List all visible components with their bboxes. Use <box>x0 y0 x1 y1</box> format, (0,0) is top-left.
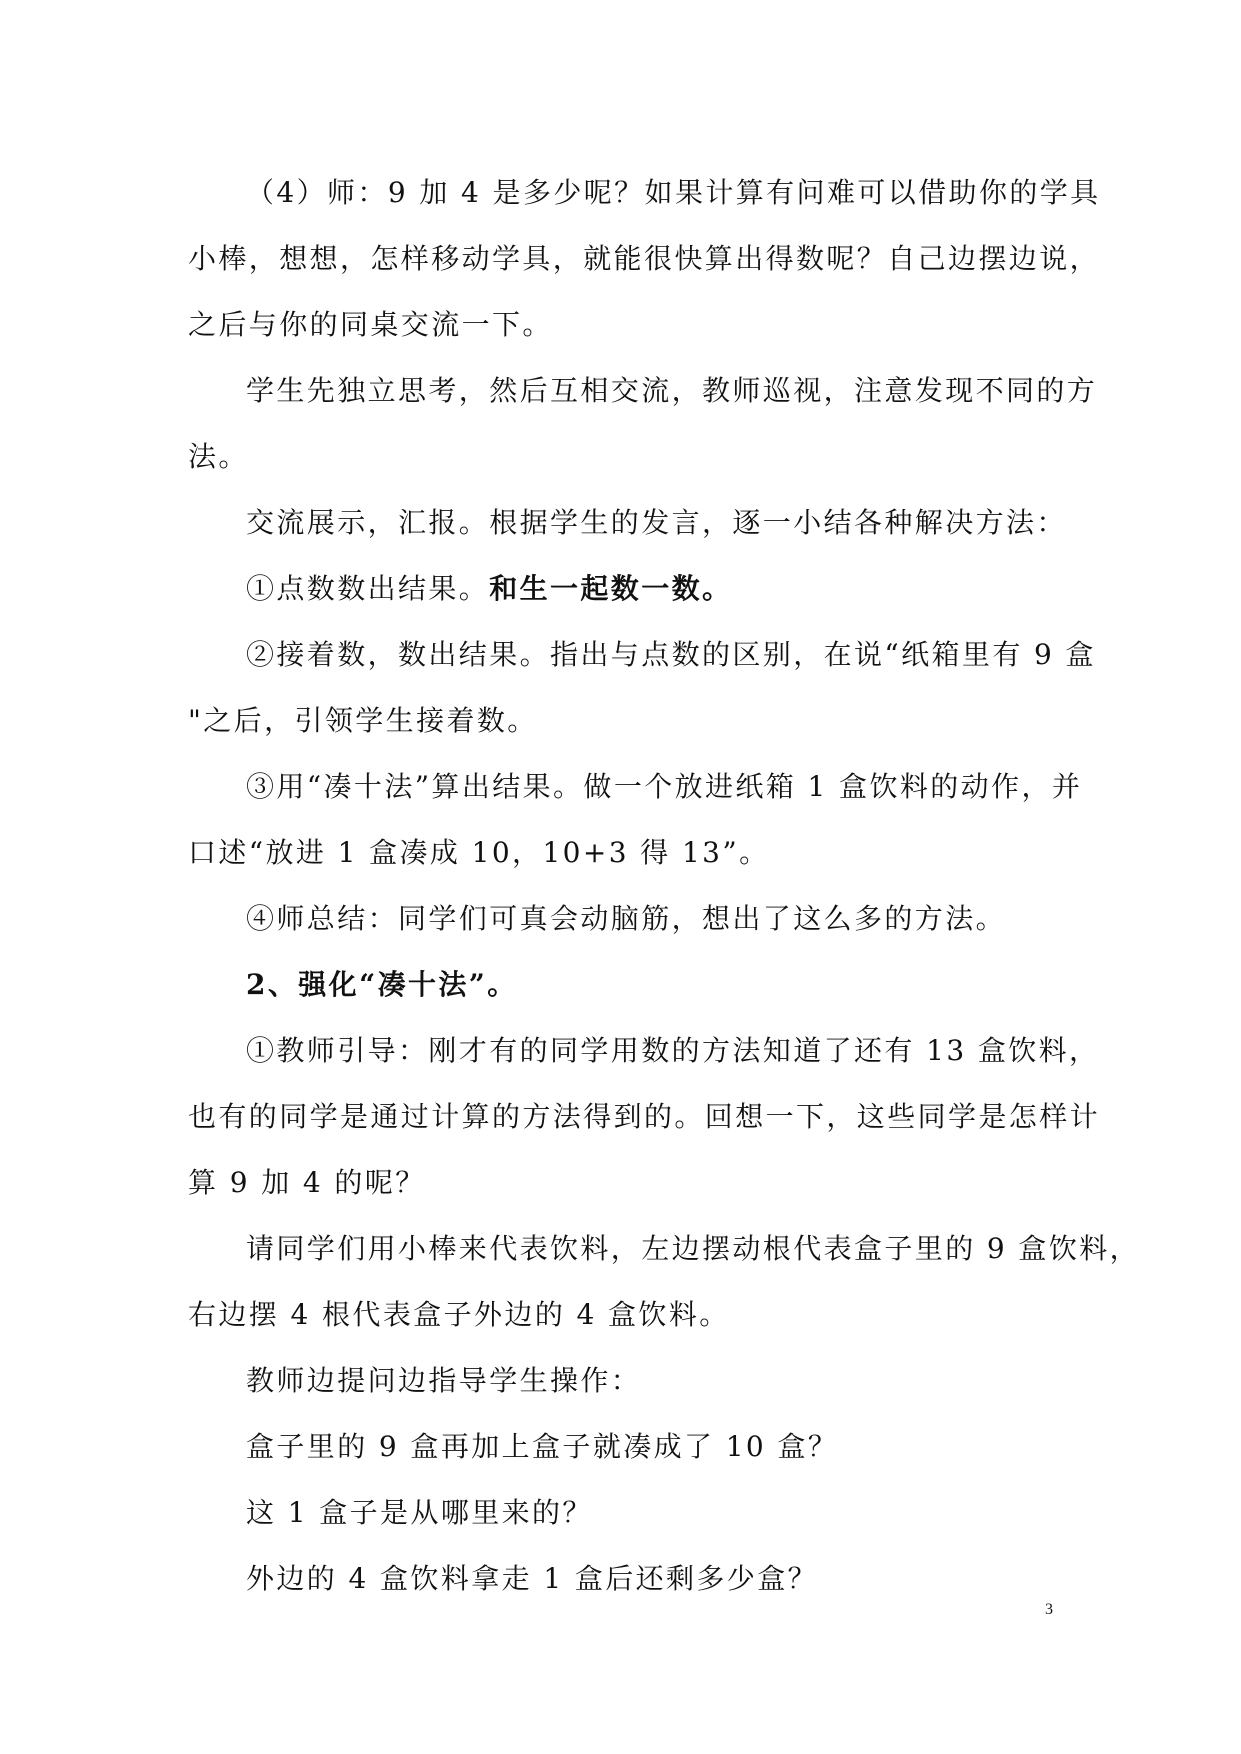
paragraph-line: （4）师：9 加 4 是多少呢？如果计算有问难可以借助你的学具 <box>246 176 1101 209</box>
paragraph-line: ④师总结：同学们可真会动脑筋，想出了这么多的方法。 <box>246 902 1007 935</box>
paragraph-line: 交流展示，汇报。根据学生的发言，逐一小结各种解决方法： <box>246 506 1067 539</box>
paragraph-line: 口述“放进 1 盒凑成 10，10+3 得 13”。 <box>188 836 770 869</box>
paragraph-line: 小棒，想想，怎样移动学具，就能很快算出得数呢？自己边摆边说， <box>188 242 1101 275</box>
paragraph-line: 请同学们用小棒来代表饮料，左边摆动根代表盒子里的 9 盒饮料， <box>246 1232 1141 1265</box>
paragraph-line: 右边摆 4 根代表盒子外边的 4 盒饮料。 <box>188 1298 730 1331</box>
paragraph-line: 这 1 盒子是从哪里来的？ <box>246 1496 593 1529</box>
paragraph-line: 算 9 加 4 的呢？ <box>188 1166 426 1199</box>
paragraph-line: 盒子里的 9 盒再加上盒子就凑成了 10 盒？ <box>246 1430 839 1463</box>
page-number: 3 <box>1045 1601 1053 1618</box>
paragraph-line: 法。 <box>188 440 249 473</box>
paragraph-line: "之后，引领学生接着数。 <box>188 704 538 737</box>
paragraph-line: ②接着数，数出结果。指出与点数的区别，在说“纸箱里有 9 盒 <box>246 638 1096 671</box>
document-body <box>188 160 1141 1612</box>
paragraph-line: 学生先独立思考，然后互相交流，教师巡视，注意发现不同的方 <box>246 374 1098 407</box>
paragraph-line: 教师边提问边指导学生操作： <box>246 1364 642 1397</box>
paragraph-line: 之后与你的同桌交流一下。 <box>188 308 553 341</box>
paragraph-line: ①教师引导：刚才有的同学用数的方法知道了还有 13 盒饮料， <box>246 1034 1100 1067</box>
bold-emphasis: 和生一起数一数。 <box>489 572 733 605</box>
section-heading: 2、强化“凑十法”。 <box>246 968 518 1001</box>
paragraph-line <box>188 556 1068 622</box>
paragraph-line: 也有的同学是通过计算的方法得到的。回想一下，这些同学是怎样计 <box>188 1100 1101 1133</box>
paragraph-line: ③用“凑十法”算出结果。做一个放进纸箱 1 盒饮料的动作，并 <box>246 770 1083 803</box>
paragraph-text: ①点数数出结果。 <box>246 572 490 605</box>
paragraph-line: 外边的 4 盒饮料拿走 1 盒后还剩多少盒？ <box>246 1562 819 1595</box>
